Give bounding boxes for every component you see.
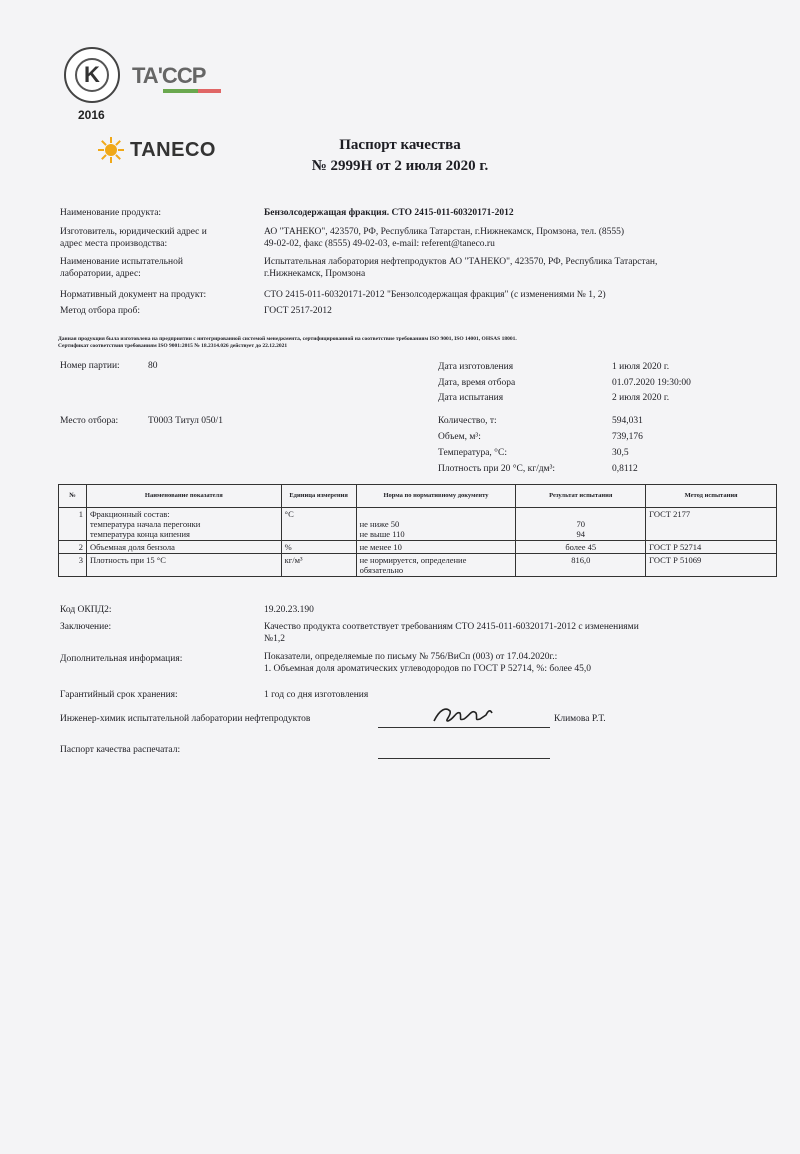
certification-note: Данная продукция была изготовлена на предприятии с интегрированной системой менеджмента, сертифицированной на соответствие требованиям ISO 9001, ISO 14001, OHSAS 18001. Сертификат соответствия требованиям ISO 9001:2015 № 18.2314.026 действует до 22.12.2021 xyxy=(58,336,517,349)
certification-seal-logo xyxy=(64,47,120,103)
row-indicator: Плотность при 15 °С xyxy=(86,554,281,577)
row-number: 3 xyxy=(59,554,87,577)
conclusion-value: Качество продукта соответствует требованиям СТО 2415-011-60320171-2012 с изменениями №1,2 xyxy=(264,622,639,644)
row-result: более 45 xyxy=(516,541,646,554)
batch-value: 80 xyxy=(148,361,158,371)
manufacturer-label: Изготовитель, юридический адрес и адрес места производства: xyxy=(60,227,207,249)
param-value: 1 июля 2020 г. xyxy=(612,362,670,372)
sampling-place-value: Т0003 Титул 050/1 xyxy=(148,416,223,426)
results-table xyxy=(58,484,777,577)
param-label: Дата изготовления xyxy=(438,362,514,372)
laboratory-value: Испытательная лаборатория нефтепродуктов АО "ТАНЕКО", 423570, РФ, Республика Татарстан, г.Нижнекамск, Промзона xyxy=(264,257,658,279)
manufacturer-value: АО "ТАНЕКО", 423570, РФ, Республика Татарстан, г.Нижнекамск, Промзона, тел. (8555) 49-02-02, факс (8555) 49-02-03, e-mail: referent@taneco.ru xyxy=(264,227,625,249)
document-number: № 2999Н от 2 июля 2020 г. xyxy=(311,158,489,174)
param-label: Дата, время отбора xyxy=(438,378,516,388)
col-header-method: Метод испытания xyxy=(646,485,777,508)
row-method: ГОСТ Р 51069 xyxy=(646,554,777,577)
seal-year: 2016 xyxy=(78,108,105,122)
normative-doc-value: СТО 2415-011-60320171-2012 "Бензолсодержащая фракция" (с изменениями № 1, 2) xyxy=(264,290,606,300)
table-header-row xyxy=(59,485,777,508)
row-method: ГОСТ 2177 xyxy=(646,508,777,541)
table-row xyxy=(59,541,777,554)
table-row xyxy=(59,554,777,577)
seal-letter: K xyxy=(75,58,109,92)
printed-by-label: Паспорт качества распечатал: xyxy=(60,745,181,755)
product-name-value: Бензолсодержащая фракция. СТО 2415-011-60320171-2012 xyxy=(264,208,514,218)
row-unit: °С xyxy=(281,508,356,541)
param-value: 739,176 xyxy=(612,432,643,442)
engineer-name: Климова Р.Т. xyxy=(554,714,606,724)
additional-info-label: Дополнительная информация: xyxy=(60,654,183,664)
col-header-result: Результат испытания xyxy=(516,485,646,508)
product-name-label: Наименование продукта: xyxy=(60,208,162,218)
table-row xyxy=(59,508,777,541)
tassr-logo: TA'CCP xyxy=(132,63,206,88)
row-norm: не ниже 50 не выше 110 xyxy=(356,508,516,541)
engineer-signature-line xyxy=(378,727,550,728)
param-value: 01.07.2020 19:30:00 xyxy=(612,378,691,388)
param-label: Объем, м³: xyxy=(438,432,481,442)
engineer-label: Инженер-химик испытательной лаборатории нефтепродуктов xyxy=(60,714,311,724)
row-unit: кг/м³ xyxy=(281,554,356,577)
signature-scribble xyxy=(430,703,500,727)
conclusion-label: Заключение: xyxy=(60,622,112,632)
col-header-number: № xyxy=(59,485,87,508)
row-unit: % xyxy=(281,541,356,554)
taneco-logo-text: TANECO xyxy=(130,139,216,161)
row-method: ГОСТ Р 52714 xyxy=(646,541,777,554)
sampling-place-label: Место отбора: xyxy=(60,416,119,426)
row-result: 816,0 xyxy=(516,554,646,577)
param-value: 0,8112 xyxy=(612,464,638,474)
col-header-norm: Норма по нормативному документу xyxy=(356,485,516,508)
row-result: 70 94 xyxy=(516,508,646,541)
tassr-logo-bar xyxy=(163,89,221,93)
sampling-method-label: Метод отбора проб: xyxy=(60,306,141,316)
param-label: Дата испытания xyxy=(438,393,504,403)
row-indicator: Фракционный состав: температура начала перегонки температура конца кипения xyxy=(86,508,281,541)
okpd-value: 19.20.23.190 xyxy=(264,605,314,615)
warranty-label: Гарантийный срок хранения: xyxy=(60,690,178,700)
sampling-method-value: ГОСТ 2517-2012 xyxy=(264,306,332,316)
param-label: Температура, °С: xyxy=(438,448,507,458)
printed-by-signature-line xyxy=(378,758,550,759)
col-header-unit: Единица измерения xyxy=(281,485,356,508)
row-number: 2 xyxy=(59,541,87,554)
batch-label: Номер партии: xyxy=(60,361,120,371)
additional-info-value: Показатели, определяемые по письму № 756/ВиСп (003) от 17.04.2020г.: 1. Объемная доля ароматических углеводородов по ГОСТ Р 52714, %: более 45,0 xyxy=(264,652,591,674)
param-value: 594,031 xyxy=(612,416,643,426)
param-value: 30,5 xyxy=(612,448,629,458)
param-value: 2 июля 2020 г. xyxy=(612,393,670,403)
warranty-value: 1 год со дня изготовления xyxy=(264,690,369,700)
row-norm: не менее 10 xyxy=(356,541,516,554)
row-norm: не нормируется, определение обязательно xyxy=(356,554,516,577)
normative-doc-label: Нормативный документ на продукт: xyxy=(60,290,207,300)
col-header-indicator: Наименование показателя xyxy=(86,485,281,508)
laboratory-label: Наименование испытательной лаборатории, адрес: xyxy=(60,257,183,279)
okpd-label: Код ОКПД2: xyxy=(60,605,112,615)
param-label: Плотность при 20 °С, кг/дм³: xyxy=(438,464,556,474)
param-label: Количество, т: xyxy=(438,416,497,426)
row-indicator: Объемная доля бензола xyxy=(86,541,281,554)
document-title: Паспорт качества xyxy=(339,137,461,153)
row-number: 1 xyxy=(59,508,87,541)
